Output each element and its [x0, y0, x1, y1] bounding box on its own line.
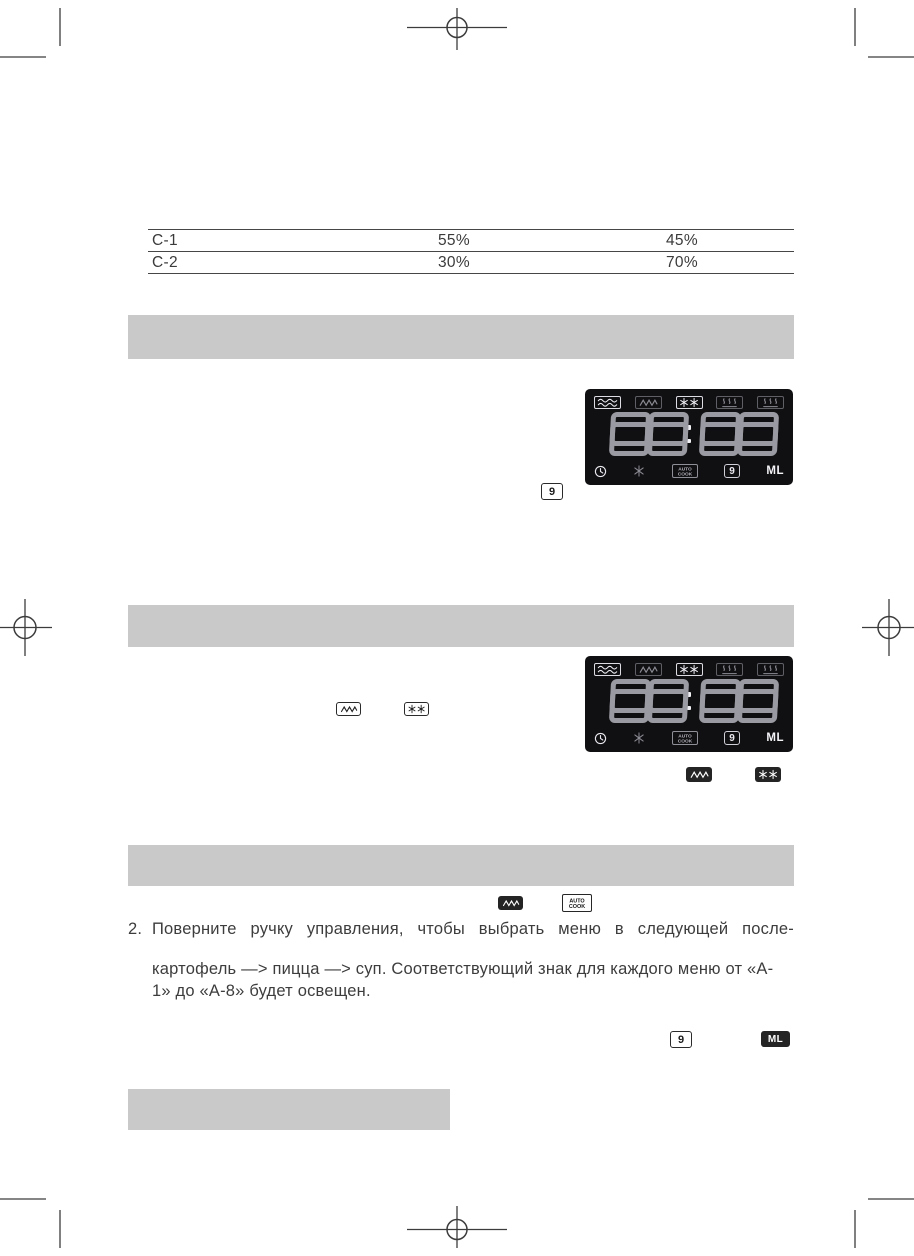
section-heading-bar-2	[128, 605, 794, 647]
combi-stars-icon	[676, 663, 703, 676]
combi-stars-icon	[404, 702, 429, 716]
led-top-icon-row	[594, 395, 784, 409]
grill-icon	[498, 896, 523, 910]
auto-cook-icon: AUTO COOK	[672, 731, 698, 745]
steam-icon	[757, 663, 784, 676]
auto-cook-icon: AUTO COOK	[672, 464, 698, 478]
power-ratio-table	[148, 229, 794, 274]
instruction-line-2: картофель —> пицца —> суп. Соответствующий знак для каждого меню от «А-	[152, 960, 774, 978]
clock-icon	[594, 732, 607, 745]
grill-icon	[686, 767, 712, 782]
led-bottom-icon-row	[594, 730, 784, 746]
table-cell-mode: C-2	[148, 252, 434, 274]
clock-icon	[594, 465, 607, 478]
instruction-item-number: 2.	[128, 920, 143, 938]
microwave-icon	[594, 396, 621, 409]
section-heading-bar-1	[128, 315, 794, 359]
seven-segment-digit	[609, 412, 641, 456]
seven-segment-digit	[737, 679, 769, 723]
led-bottom-icon-row	[594, 463, 784, 479]
seven-segment-digit	[699, 679, 731, 723]
table-cell-mode: C-1	[148, 230, 434, 252]
grill-icon	[635, 663, 662, 676]
number-9-key: 9	[670, 1031, 692, 1048]
combi-stars-icon	[755, 767, 781, 782]
instruction-line-1: Поверните ручку управления, чтобы выбрать меню в следующей после-	[152, 920, 794, 938]
combi-stars-icon	[676, 396, 703, 409]
led-top-icon-row	[594, 662, 784, 676]
microwave-icon	[594, 663, 621, 676]
led-display-1	[585, 389, 793, 485]
convection-icon	[716, 396, 743, 409]
table-cell-percent: 70%	[662, 252, 794, 274]
grill-icon	[635, 396, 662, 409]
ml-key: ML	[761, 1031, 790, 1047]
table-row	[148, 252, 794, 274]
ml-indicator: ML	[766, 732, 784, 744]
table-cell-percent: 45%	[662, 230, 794, 252]
led-digits-value	[585, 389, 586, 390]
nine-indicator: 9	[724, 464, 740, 478]
instruction-line-3: 1» до «А-8» будет освещен.	[152, 982, 371, 1000]
number-9-key: 9	[541, 483, 563, 500]
seven-segment-digit	[647, 679, 679, 723]
seven-segment-digit	[737, 412, 769, 456]
led-display-2	[585, 656, 793, 752]
steam-icon	[757, 396, 784, 409]
grill-icon	[336, 702, 361, 716]
table-row	[148, 230, 794, 252]
led-digits-value	[585, 656, 586, 657]
table-cell-percent: 55%	[434, 230, 662, 252]
seven-segment-digit	[609, 679, 641, 723]
defrost-icon	[633, 732, 645, 744]
section-heading-bar-4	[128, 1089, 450, 1130]
convection-icon	[716, 663, 743, 676]
seven-segment-digit	[699, 412, 731, 456]
defrost-icon	[633, 465, 645, 477]
seven-segment-digits	[585, 678, 793, 724]
auto-cook-key: AUTO COOK	[562, 894, 592, 912]
ml-indicator: ML	[766, 465, 784, 477]
nine-indicator: 9	[724, 731, 740, 745]
section-heading-bar-3	[128, 845, 794, 886]
seven-segment-digits	[585, 411, 793, 457]
table-cell-percent: 30%	[434, 252, 662, 274]
seven-segment-digit	[647, 412, 679, 456]
